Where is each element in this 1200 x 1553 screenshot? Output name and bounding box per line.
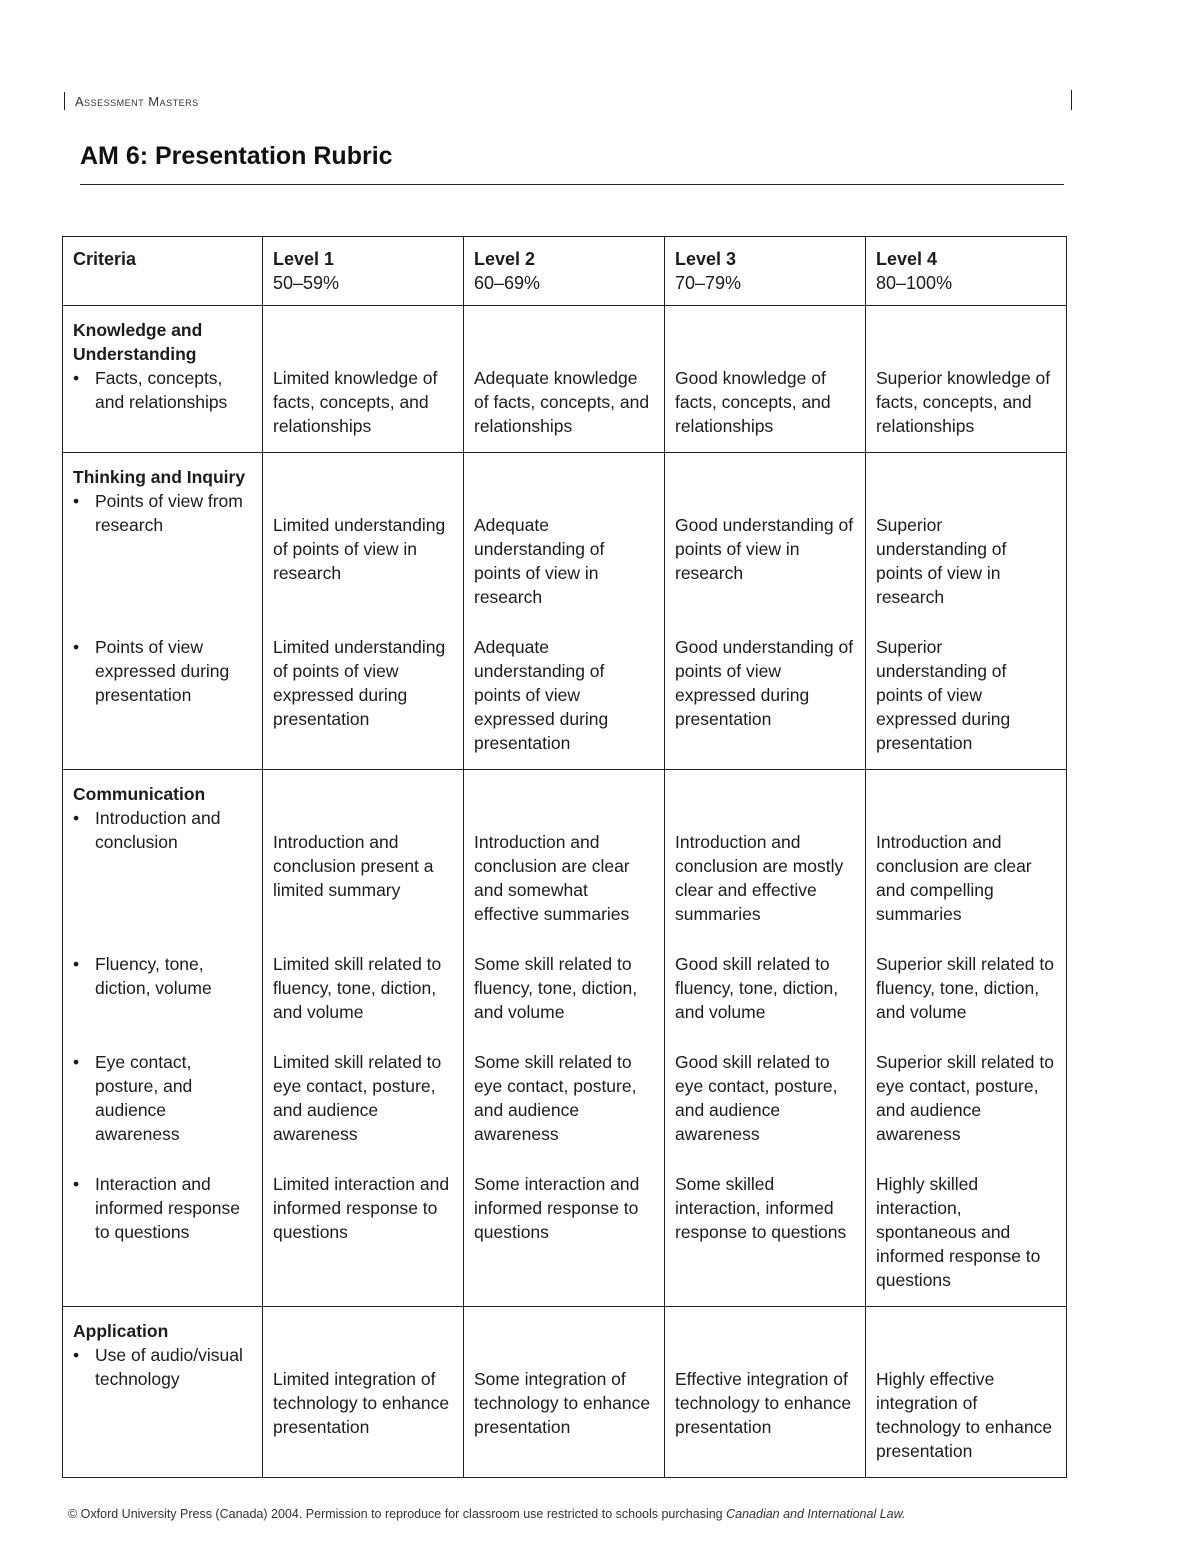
criteria-cell [63,1160,263,1307]
descriptor-text: Limited understanding of points of view expressed during presentation [273,637,446,729]
level-3-cell [665,1160,866,1307]
level-4-cell [866,940,1067,1038]
descriptor-text: Highly effective integration of technology to enhance presentation [876,1369,1053,1461]
criterion-item [73,1343,252,1391]
column-label: Level 4 [876,249,938,269]
descriptor-text: Superior skill related to fluency, tone, diction, and volume [876,954,1054,1022]
section-title: Application [73,1321,169,1341]
level-1-cell [263,453,464,624]
descriptor-text: Limited integration of technology to enhance presentation [273,1369,450,1437]
descriptor-text: Limited skill related to fluency, tone, diction, and volume [273,954,442,1022]
column-label: Level 1 [273,249,335,269]
column-percent: 80–100% [876,273,953,293]
criterion-item [73,1172,252,1244]
level-3-cell [665,623,866,770]
bullet-icon: • [73,1052,80,1072]
bullet-icon: • [73,637,80,657]
column-percent: 70–79% [675,273,742,293]
criterion-text: Facts, concepts, and relationships [95,368,228,412]
criterion-item [73,1050,252,1146]
level-4-cell [866,770,1067,941]
level-4-cell [866,1307,1067,1478]
descriptor-text: Effective integration of technology to enhance presentation [675,1369,852,1437]
criteria-cell [63,453,263,624]
level-1-cell [263,770,464,941]
bullet-icon: • [73,1345,80,1365]
bullet-icon: • [73,368,80,388]
column-header-level-2 [464,237,665,306]
descriptor-text: Superior knowledge of facts, concepts, and relationships [876,368,1051,436]
bullet-icon: • [73,954,80,974]
column-header-criteria [63,237,263,306]
bullet-icon: • [73,491,80,511]
section-title: Communication [73,784,206,804]
level-2-cell [464,453,665,624]
descriptor-text: Introduction and conclusion are clear and compelling summaries [876,832,1032,924]
descriptor-text: Good understanding of points of view expressed during presentation [675,637,854,729]
criterion-text: Points of view from research [95,491,243,535]
level-1-cell [263,1307,464,1478]
table-row [63,1160,1067,1307]
level-3-cell [665,1038,866,1160]
criteria-cell [63,770,263,941]
descriptor-text: Highly skilled interaction, spontaneous and informed response to questions [876,1174,1041,1290]
descriptor-text: Limited knowledge of facts, concepts, and relationships [273,368,438,436]
column-header-level-1 [263,237,464,306]
level-2-cell [464,1160,665,1307]
criterion-item [73,952,252,1000]
descriptor-text: Introduction and conclusion are clear and somewhat effective summaries [474,832,630,924]
level-3-cell [665,940,866,1038]
descriptor-text: Good understanding of points of view in research [675,515,854,583]
criterion-text: Introduction and conclusion [95,808,221,852]
level-2-cell [464,770,665,941]
level-3-cell [665,770,866,941]
column-label: Level 2 [474,249,536,269]
level-2-cell [464,940,665,1038]
criterion-item [73,635,252,707]
level-1-cell [263,623,464,770]
descriptor-text: Some skill related to fluency, tone, diction, and volume [474,954,638,1022]
footer-text: © Oxford University Press (Canada) 2004. Permission to reproduce for classroom use restricted to schools purchasing [68,1507,727,1521]
descriptor-text: Good knowledge of facts, concepts, and relationships [675,368,831,436]
criteria-cell [63,940,263,1038]
criterion-text: Eye contact, posture, and audience awareness [95,1052,193,1144]
level-2-cell [464,306,665,453]
level-3-cell [665,306,866,453]
descriptor-text: Some skill related to eye contact, posture, and audience awareness [474,1052,637,1144]
descriptor-text: Introduction and conclusion present a limited summary [273,832,434,900]
column-label: Level 3 [675,249,737,269]
column-header-level-4 [866,237,1067,306]
descriptor-text: Superior understanding of points of view in research [876,515,1007,607]
descriptor-text: Some integration of technology to enhance presentation [474,1369,651,1437]
header-row [63,237,1067,306]
descriptor-text: Superior understanding of points of view expressed during presentation [876,637,1011,753]
level-4-cell [866,623,1067,770]
page-title: AM 6: Presentation Rubric [80,142,393,170]
descriptor-text: Superior skill related to eye contact, posture, and audience awareness [876,1052,1054,1144]
table-row [63,1307,1067,1478]
criterion-text: Points of view expressed during presentation [95,637,230,705]
criteria-cell [63,623,263,770]
descriptor-text: Adequate knowledge of facts, concepts, and relationships [474,368,650,436]
level-4-cell [866,453,1067,624]
descriptor-text: Adequate understanding of points of view expressed during presentation [474,637,609,753]
bullet-icon: • [73,1174,80,1194]
criterion-text: Use of audio/visual technology [95,1345,243,1389]
table-row [63,940,1067,1038]
level-3-cell [665,1307,866,1478]
level-3-cell [665,453,866,624]
column-header-level-3 [665,237,866,306]
level-4-cell [866,1160,1067,1307]
level-1-cell [263,1160,464,1307]
descriptor-text: Limited understanding of points of view in research [273,515,446,583]
rubric-body [63,306,1067,1478]
criterion-item [73,366,252,414]
running-header [64,88,1072,114]
table-row [63,306,1067,453]
descriptor-text: Good skill related to eye contact, posture, and audience awareness [675,1052,838,1144]
level-1-cell [263,306,464,453]
criterion-item [73,489,252,537]
bullet-icon: • [73,808,80,828]
level-4-cell [866,306,1067,453]
descriptor-text: Some skilled interaction, informed response to questions [675,1174,847,1242]
footer-book-title: Canadian and International Law. [726,1507,906,1521]
descriptor-text: Limited interaction and informed response to questions [273,1174,450,1242]
descriptor-text: Introduction and conclusion are mostly clear and effective summaries [675,832,844,924]
copyright-footer [68,1507,1068,1521]
column-percent: 50–59% [273,273,340,293]
criterion-text: Fluency, tone, diction, volume [95,954,212,998]
table-row [63,623,1067,770]
level-1-cell [263,940,464,1038]
descriptor-text: Limited skill related to eye contact, posture, and audience awareness [273,1052,442,1144]
level-2-cell [464,1307,665,1478]
level-2-cell [464,623,665,770]
header-divider [64,92,65,110]
criterion-text: Interaction and informed response to questions [95,1174,240,1242]
rubric-table [62,236,1067,1478]
section-title: Thinking and Inquiry [73,467,246,487]
descriptor-text: Adequate understanding of points of view in research [474,515,605,607]
column-label: Criteria [73,249,137,269]
criteria-cell [63,306,263,453]
table-row [63,453,1067,624]
column-percent: 60–69% [474,273,541,293]
level-2-cell [464,1038,665,1160]
table-row [63,1038,1067,1160]
title-rule [80,184,1064,185]
criteria-cell [63,1307,263,1478]
descriptor-text: Good skill related to fluency, tone, diction, and volume [675,954,839,1022]
criteria-cell [63,1038,263,1160]
level-4-cell [866,1038,1067,1160]
level-1-cell [263,1038,464,1160]
descriptor-text: Some interaction and informed response to questions [474,1174,640,1242]
criterion-item [73,806,252,854]
section-title: Knowledge and Understanding [73,320,203,364]
header-divider-right [1071,90,1072,110]
section-label: Assessment Masters [75,93,199,109]
table-row [63,770,1067,941]
